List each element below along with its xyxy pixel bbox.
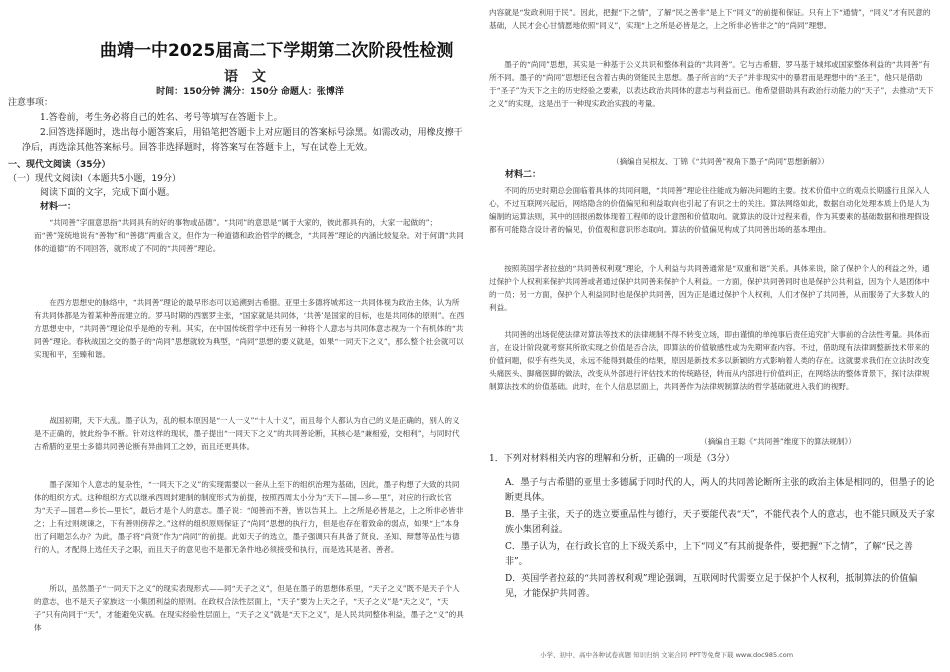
notes-item-1: 1.答卷前，考生务必将自己的姓名、考号等填写在答题卡上。 — [40, 113, 283, 123]
material-1-paragraph-4: 墨子深知个人意志的复杂性，“一同天下之义”的实现需要以一套从上至下的组织治理为基础，因此，墨子构想了大致的共同体的组织方式。这种组织方式以继承西周封建制的制度形式为前提，按照西周太小分为“天下—国—乡—里”，对应的行政长官为“天子—国君—乡长—里长”，最后才是个人的意志。墨子说：“闻善而不善，皆以告其上。上之所是必皆是之，上之所非必皆非之；上有过则规谏之，下有善则傍荐之。”这样的组织原则保证了“尚同”思想的执行力，但是也存在着致命的弱点，如果“上”本身出了问题怎么办？为此，墨子将“尚贤”作为“尚同”的前提。此如天子的选立，墨子强调只有具备了贤良、圣知、辩慧等品性与德行的人，才配得上选任天子之职，而且天子的意见也不是都无条件地必须接受和执行，而是选其是者、善者。 — [34, 480, 464, 555]
material-2-paragraph-1: 不同的历史时期总会面临着具体的共同问题，“共同善”理论往往能成为解决问题的主要。技术价值中立的观点长期盛行且深入人心，不过互联网兴起后，网络隐含的价值偏见和利益取向也引起了有识之士的关注。算法网络如此，数据自动化处理本质上仍是人为编制的运算法则，其中的回报函数体现着工程师的设计意图和价值取向。就算法的设计过程来看，作为其要素的基础数据和推理假设都有可能隐含设计者的偏见，价值观和意识形态取向。算法的价值偏见构成了共同善出场的基本理由。 — [489, 186, 930, 235]
sub-heading: （一）现代文阅读Ⅰ（本题共5小题，19分） — [8, 174, 181, 184]
exam-title: 曲靖一中2025届高二下学期第二次阶段性检测 — [100, 41, 454, 61]
material-1-paragraph-1: “共同善”字面意思指“共同具有的好的事物或品德”。“共同”的意思是“属于大家的，彼此都具有的，大家一起做的”；而“善”笼统地说有“善物”和“善德”两重含义，但作为一种道德和政治哲学的概念，“共同善”理论的内涵比较复杂。对于何谓“共同体的道德”的不同回答，就形成了不同的“共同善”理论。 — [34, 218, 464, 254]
material-1-paragraph-3: 战国初期，天下大乱。墨子认为，乱的根本原因是“一人一义”“十人十义”，而且每个人都认为自己的义是正确的，别人的义是不正确的，彼此纷争不断。针对这样的现状，墨子提出“一同天下之义”的共同善论断，其核心是“兼相爱，交相利”，与同时代古希腊的亚里士多德共同善论断有异曲同工之妙，而且还更具体。 — [34, 416, 460, 452]
question-1-option-b: B．墨子主张，天子的选立要重品性与德行，天子要能代表“天”，不能代表个人的意志，也不能只顾及天子家族小集团利益。 — [505, 510, 935, 535]
material-2-source: （摘编自王聪《“共同善”维度下的算法规制》） — [700, 437, 856, 446]
material-2-paragraph-2: 按照英国学者拉兹的“共同善权利观”理论，个人利益与共同善通常是“双重和谐”关系。具体来说，除了保护个人的利益之外，通过保护个人权利来保护共同善或者通过保护共同善来保护个人利益。一方面，保护共同善同时也是保护公共利益，因为个人是团体中的一员；另一方面，保护个人利益同时也是保护共同善，因为正是通过保护个人权利，人们才保护了共同善，从而服务了大多数人的利益。 — [489, 264, 930, 313]
material-1-paragraph-2: 在西方思想史的脉络中，“共同善”理论的最早形态可以追溯到古希腊。亚里士多德将城邦这一共同体视为政治主体，认为所有共同体都是为着某种善而建立的。罗马时期的西塞罗主张，“国家就是共同体，‘共善’是国家的目标，也是共同体的原则”。在西方思想史中，“共同善”理论似乎是绝的专利。其实，在中国传统哲学中还有另一种将个人意志与共同体意志视为一个有机体的“共同善”理论。春秋战国之交的墨子的“尚同”思想就较为典型，“尚同”思想的要义就是，如果“一同天下之义”，那么整个社会就可以实现和平，至臻和谐。 — [34, 298, 465, 360]
material-1-paragraph-5-cont: 内容就是“发政利用于民”。因此，把握“下之情”，了解“民之善非”是上下“同义”的前提和保证。只有上下“通情”，“同义”才有民意的基础，人民才会心甘情愿地依照“同义”，实现“上之所是必皆是之，上之所非必皆非之”的“尚同”理想。 — [489, 8, 931, 31]
question-1-option-d: D．英国学者拉兹的“共同善权利观”理论强调，互联网时代需要立足于保护个人权利，抵制算法的价值偏见，才能保护共同善。 — [505, 574, 918, 599]
question-1-option-c: C．墨子认为，在行政长官的上下级关系中，上下“同义”有其前提条件，要把握“下之情”，了解“民之善非”。 — [505, 542, 913, 567]
material-1-label: 材料一： — [40, 202, 77, 212]
material-1-paragraph-6: 墨子的“尚同”思想，其实是一种基于公义共识和整体利益的“共同善”。它与古希腊、罗马基于城邦或国家整体利益的“共同善”有所不同。墨子的“尚同”思想还包含着古典的贤能民主思想。墨子所言的“天子”并非现实中的暴君而是理想中的“圣王”，他只是借助于“圣子”为天下之主的历史经验之要素，以表达政治共同体的意志与利益而已。他希望借助具有政治行动能力的“天子”，去推动“天下之义”的实现，这是出于一种现实政治实践的考量。 — [489, 60, 934, 109]
question-1-stem: 1．下列对材料相关内容的理解和分析，正确的一项是（3分） — [489, 454, 735, 464]
notes-heading: 注意事项： — [8, 98, 54, 108]
material-1-paragraph-5: 所以，虽然墨子“一同天下之义”的现实表现形式——同“天子之义”，但是在墨子的思想体系里，“天子之义”既不是天子个人的意志，也不是天子家族这一小集团利益的原则。在政权合法性层面上，“天子”要为上天之子，“天子之义”是“天之义”，“天子”只有尚同于“天”，才能避免灾祸。在现实经验性层面上，“天子之义”就是“天下之义”，是人民共同整体利益，墨子之“义”的具体 — [34, 584, 464, 633]
question-1-option-a: A．墨子与古希腊的亚里士多德属于同时代的人，两人的共同善论断所主张的政治主体是相同的，但墨子的论断更具体。 — [505, 478, 935, 503]
exam-meta: 时间：150分钟 满分：150分 命题人：张博洋 — [156, 87, 344, 97]
notes-item-2: 2.回答选择题时，选出每小题答案后，用铅笔把答题卡上对应题目的答案标号涂黑。如需改动，用橡皮擦干净后，再选涂其他答案标号。回答非选择题时，将答案写在答题卡上，写在试卷上无效。 — [22, 128, 463, 153]
reading-instruction: 阅读下面的文字，完成下面小题。 — [40, 188, 176, 198]
section-heading: 一、现代文阅读（35分） — [8, 160, 111, 170]
footer-watermark: 小学、初中、高中各种试卷真题 知识归纳 文案合同 PPT等免费下载 www.doc985.com — [540, 651, 794, 659]
material-2-label: 材料二： — [505, 170, 542, 180]
material-2-paragraph-3: 共同善的出场促使法律对算法等技术的法律规制不得不转变立场，即由谨慎的单纯事后责任追究扩大事前的合法性考量。具体而言，在设计阶段就考察其所欲实现之价值是否合法，即算法的价值敏感性或为先期审查内容。不过，借助现有法律调整新技术带来的价值问题，似乎有些失灵，永远不能得到最佳的结果，原因是新技术多以新颖的方式影响着人类的存在。这就要求我们在立法时改变头痛医头、脚痛医脚的做法，改变从外部进行评估技术的传统路径，转而从内部进行价值纠正，在网络法的整体背景下，探讨法律规制算法技术的价值基础。此时，在个人信息层面上，共同善作为法律规制算法的哲学基础就进入我们的视野。 — [489, 330, 930, 392]
subject-title: 语文 — [224, 69, 280, 85]
material-1-source: （摘编自吴根友、丁锦《“共同善”视角下墨子“尚同”思想新解》） — [612, 157, 829, 166]
